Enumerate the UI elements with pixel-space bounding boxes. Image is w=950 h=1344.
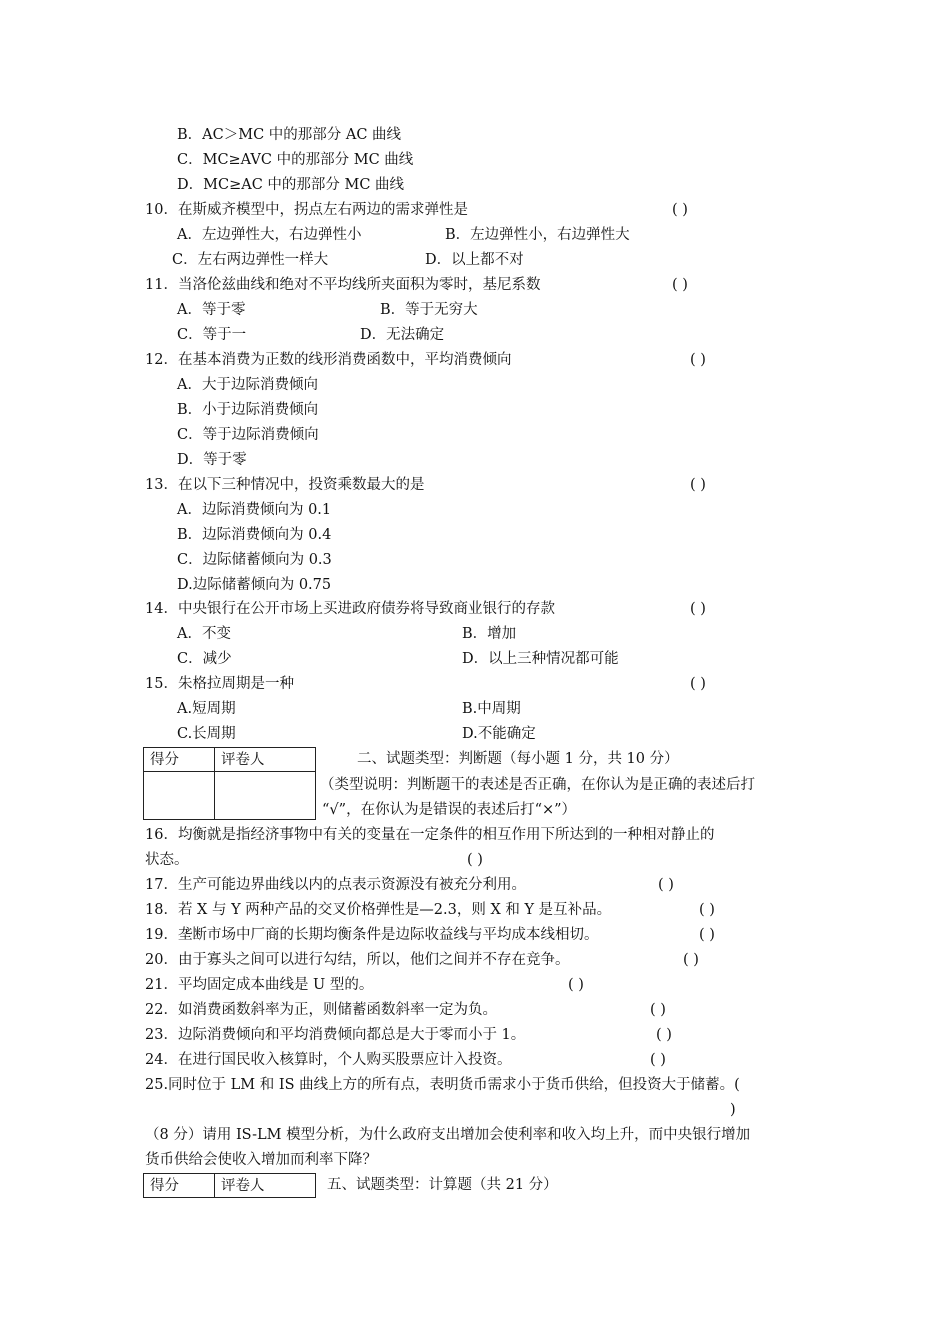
- grader-label: 评卷人: [215, 748, 316, 772]
- option-line: A．边际消费倾向为 0.1: [177, 502, 332, 518]
- score-cell[interactable]: [144, 772, 215, 820]
- answer-blank[interactable]: ( ): [690, 477, 706, 493]
- option-line: A．不变: [177, 626, 231, 642]
- question-13: 13．在以下三种情况中，投资乘数最大的是: [145, 477, 425, 493]
- option-line: D．MC≥AC 中的那部分 MC 曲线: [177, 177, 405, 193]
- answer-blank[interactable]: ( ): [672, 277, 688, 293]
- option-line: B．AC＞MC 中的那部分 AC 曲线: [177, 127, 402, 143]
- option-line: B．左边弹性小，右边弹性大: [445, 227, 630, 243]
- question-18: 18．若 X 与 Y 两种产品的交叉价格弹性是—2.3，则 X 和 Y 是互补品。: [145, 902, 612, 918]
- option-line: C．等于一: [177, 327, 247, 343]
- option-line: D．无法确定: [360, 327, 445, 343]
- question-15: 15．朱格拉周期是一种: [145, 676, 294, 692]
- answer-blank[interactable]: ( ): [467, 852, 483, 868]
- question-12: 12．在基本消费为正数的线形消费函数中，平均消费倾向: [145, 352, 512, 368]
- grader-label: 评卷人: [215, 1174, 316, 1198]
- answer-blank[interactable]: ( ): [690, 676, 706, 692]
- option-line: C．边际储蓄倾向为 0.3: [177, 552, 332, 568]
- question-21: 21．平均固定成本曲线是 U 型的。: [145, 977, 374, 993]
- question-16-cont: 状态。: [145, 852, 189, 868]
- answer-blank[interactable]: ( ): [568, 977, 584, 993]
- option-line: C.长周期: [177, 726, 236, 742]
- option-line: D.不能确定: [462, 726, 536, 742]
- section-2-note: “√”，在你认为是错误的表述后打“×”）: [322, 802, 577, 818]
- question-10: 10．在斯威齐模型中，拐点左右两边的需求弹性是: [145, 202, 468, 218]
- option-line: A．大于边际消费倾向: [177, 377, 318, 393]
- question-25: 25.同时位于 LM 和 IS 曲线上方的所有点，表明货币需求小于货币供给，但投资大于储蓄。(: [145, 1077, 740, 1093]
- answer-blank[interactable]: ( ): [650, 1052, 666, 1068]
- option-line: A.短周期: [177, 701, 236, 717]
- answer-blank[interactable]: ( ): [650, 1002, 666, 1018]
- answer-blank[interactable]: ): [730, 1102, 736, 1118]
- option-line: D．以上三种情况都可能: [462, 651, 619, 667]
- option-line: D．等于零: [177, 452, 247, 468]
- question-14: 14．中央银行在公开市场上买进政府债券将导致商业银行的存款: [145, 601, 555, 617]
- option-line: B．增加: [462, 626, 517, 642]
- option-line: D.边际储蓄倾向为 0.75: [177, 577, 332, 593]
- answer-blank[interactable]: ( ): [672, 202, 688, 218]
- section-2-title: 二、试题类型：判断题（每小题 1 分，共 10 分）: [357, 751, 679, 767]
- answer-blank[interactable]: ( ): [699, 902, 715, 918]
- score-label: 得分: [144, 1174, 215, 1198]
- question-11: 11．当洛伦兹曲线和绝对不平均线所夹面积为零时，基尼系数: [145, 277, 541, 293]
- section-5-title: 五、试题类型：计算题（共 21 分）: [327, 1177, 558, 1193]
- essay-question-cont: 货币供给会使收入增加而利率下降？: [145, 1152, 377, 1168]
- score-label: 得分: [144, 748, 215, 772]
- answer-blank[interactable]: ( ): [683, 952, 699, 968]
- option-line: C．MC≥AVC 中的那部分 MC 曲线: [177, 152, 414, 168]
- question-16: 16．均衡就是指经济事物中有关的变量在一定条件的相互作用下所达到的一种相对静止的: [145, 827, 715, 843]
- question-19: 19．垄断市场中厂商的长期均衡条件是边际收益线与平均成本线相切。: [145, 927, 599, 943]
- question-20: 20．由于寡头之间可以进行勾结，所以，他们之间并不存在竞争。: [145, 952, 570, 968]
- question-22: 22．如消费函数斜率为正，则储蓄函数斜率一定为负。: [145, 1002, 497, 1018]
- option-line: C．左右两边弹性一样大: [172, 252, 329, 268]
- section-2-note: （类型说明：判断题干的表述是否正确，在你认为是正确的表述后打: [320, 777, 755, 793]
- option-line: B.中周期: [462, 701, 521, 717]
- option-line: C．等于边际消费倾向: [177, 427, 319, 443]
- question-23: 23．边际消费倾向和平均消费倾向都总是大于零而小于 1。: [145, 1027, 526, 1043]
- answer-blank[interactable]: ( ): [690, 352, 706, 368]
- option-line: B．小于边际消费倾向: [177, 402, 319, 418]
- score-table: [143, 1173, 316, 1198]
- option-line: B．等于无穷大: [380, 302, 478, 318]
- option-line: D．以上都不对: [425, 252, 524, 268]
- answer-blank[interactable]: ( ): [690, 601, 706, 617]
- answer-blank[interactable]: ( ): [699, 927, 715, 943]
- score-table: [143, 747, 316, 820]
- option-line: A．左边弹性大，右边弹性小: [177, 227, 362, 243]
- question-17: 17．生产可能边界曲线以内的点表示资源没有被充分利用。: [145, 877, 526, 893]
- option-line: C．减少: [177, 651, 232, 667]
- essay-question: （8 分）请用 IS-LM 模型分析，为什么政府支出增加会使利率和收入均上升，而中央银行增加: [145, 1127, 751, 1143]
- answer-blank[interactable]: ( ): [658, 877, 674, 893]
- grader-cell[interactable]: [215, 772, 316, 820]
- answer-blank[interactable]: ( ): [656, 1027, 672, 1043]
- option-line: A．等于零: [177, 302, 246, 318]
- option-line: B．边际消费倾向为 0.4: [177, 527, 332, 543]
- question-24: 24．在进行国民收入核算时，个人购买股票应计入投资。: [145, 1052, 512, 1068]
